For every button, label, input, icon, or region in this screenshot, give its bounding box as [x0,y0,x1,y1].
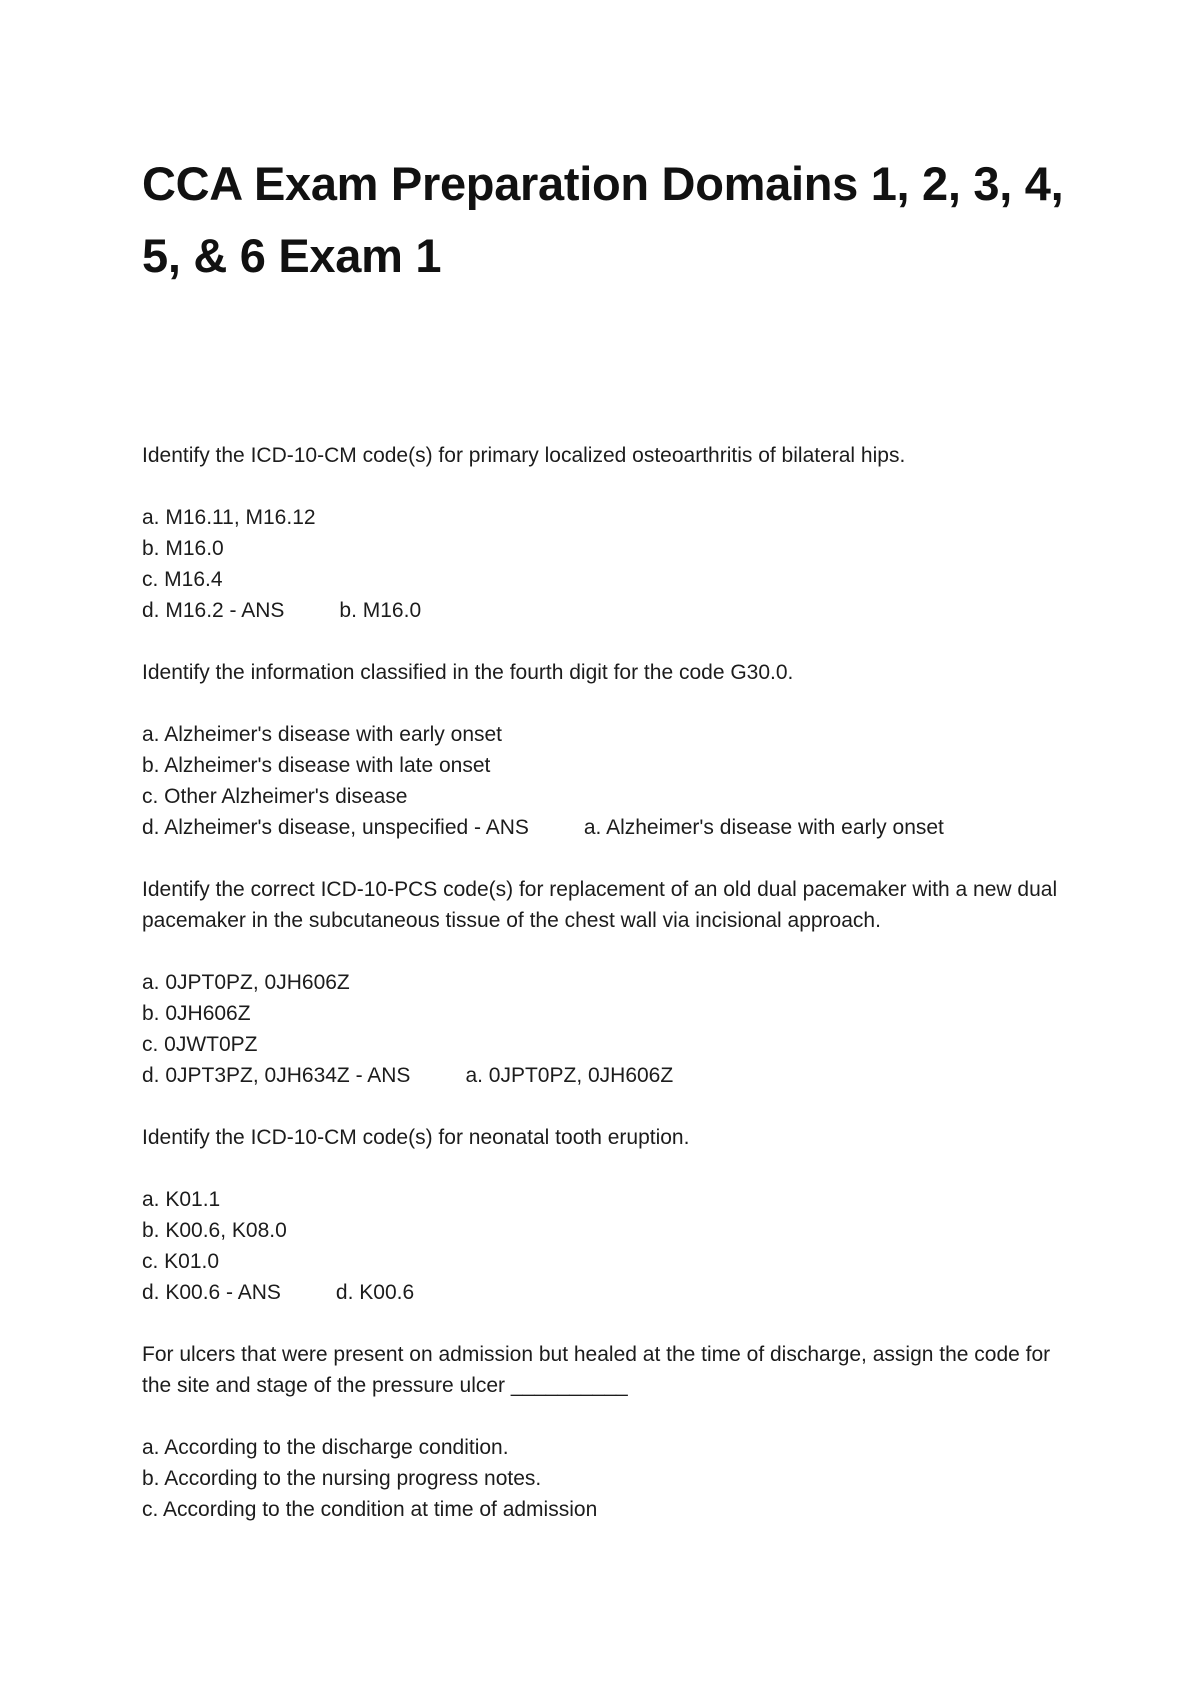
option-b: b. M16.0 [142,537,224,560]
option-d: d. 0JPT3PZ, 0JH634Z - ANS [142,1064,411,1087]
option-a: a. K01.1 [142,1188,221,1211]
option-a: a. M16.11, M16.12 [142,506,316,529]
option-d: d. M16.2 - ANS [142,599,285,622]
answer-text: d. K00.6 [335,1281,415,1304]
question-text: For ulcers that were present on admission but healed at the time of discharge, assign the code for the site and stage of the pressure ulcer __________ [142,1343,1051,1397]
question-text: Identify the ICD-10-CM code(s) for primary localized osteoarthritis of bilateral hips. [142,444,906,467]
option-b: b. According to the nursing progress notes. [142,1467,542,1490]
option-c: c. According to the condition at time of admission [142,1498,598,1521]
answer-text: a. 0JPT0PZ, 0JH606Z [465,1064,674,1087]
option-b: b. Alzheimer's disease with late onset [142,754,491,777]
question-1 [142,440,1080,626]
option-d-with-answer [142,812,1080,843]
option-list [142,1184,1080,1308]
option-b: b. K00.6, K08.0 [142,1219,287,1242]
option-a: a. Alzheimer's disease with early onset [142,723,503,746]
option-c: c. K01.0 [142,1250,220,1273]
question-5 [142,1339,1080,1525]
option-d-with-answer [142,1060,1080,1091]
answer-text: a. Alzheimer's disease with early onset [583,816,944,839]
option-d: d. Alzheimer's disease, unspecified - ANS [142,816,529,839]
option-list [142,1432,1080,1525]
option-list [142,967,1080,1091]
option-a: a. According to the discharge condition. [142,1436,509,1459]
question-3 [142,874,1080,1091]
question-text: Identify the correct ICD-10-PCS code(s) for replacement of an old dual pacemaker with a new dual pacemaker in the subcutaneous tissue of the chest wall via incisional approach. [142,878,1058,932]
option-d-with-answer [142,595,1080,626]
option-list [142,502,1080,626]
option-a: a. 0JPT0PZ, 0JH606Z [142,971,350,994]
option-d: d. K00.6 - ANS [142,1281,281,1304]
question-4 [142,1122,1080,1308]
question-list [142,440,1080,1525]
answer-text: b. M16.0 [339,599,422,622]
option-b: b. 0JH606Z [142,1002,251,1025]
option-c: c. 0JWT0PZ [142,1033,258,1056]
document-title: CCA Exam Preparation Domains 1, 2, 3, 4, 5, & 6 Exam 1 [142,157,1064,282]
question-text: Identify the information classified in the fourth digit for the code G30.0. [142,661,794,684]
question-text: Identify the ICD-10-CM code(s) for neonatal tooth eruption. [142,1126,690,1149]
option-d-with-answer [142,1277,1080,1308]
option-c: c. M16.4 [142,568,223,591]
question-2 [142,657,1080,843]
option-list [142,719,1080,843]
option-c: c. Other Alzheimer's disease [142,785,408,808]
